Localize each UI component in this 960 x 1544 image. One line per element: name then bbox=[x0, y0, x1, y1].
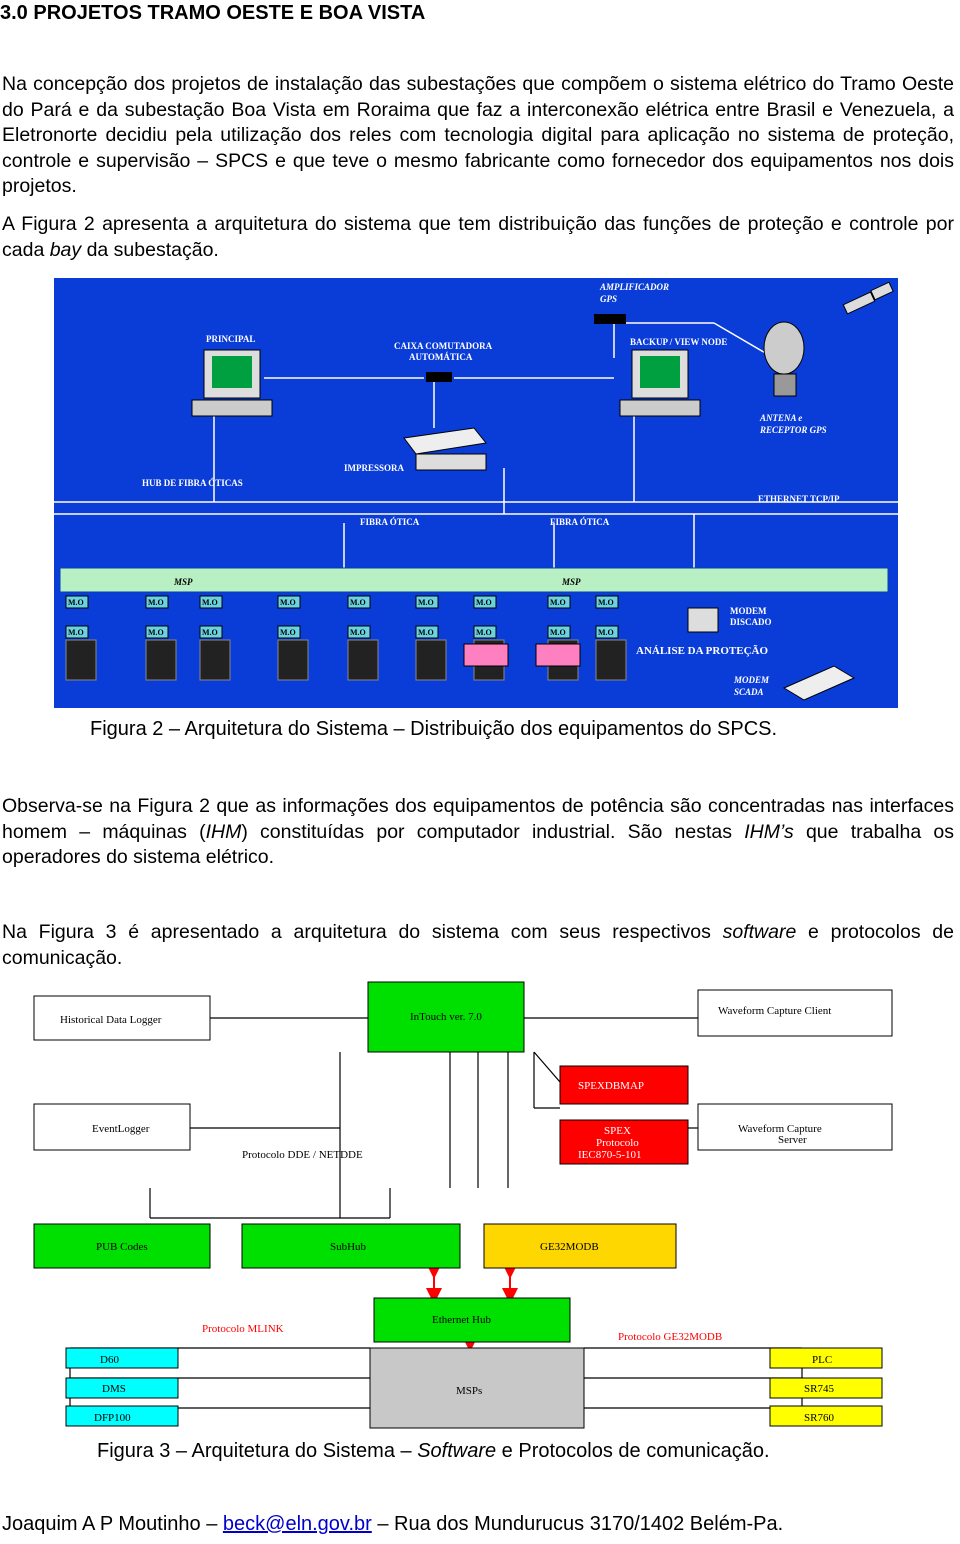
label-caixa-1: CAIXA COMUTADORA bbox=[394, 341, 493, 351]
mo-label: M.O bbox=[598, 598, 614, 607]
d60-label: D60 bbox=[100, 1354, 119, 1366]
mo-label: M.O bbox=[350, 628, 366, 637]
label-caixa-2: AUTOMÁTICA bbox=[409, 352, 473, 362]
label-amplificador: AMPLIFICADOR bbox=[600, 282, 670, 292]
label-ethernet: ETHERNET TCP/IP bbox=[758, 494, 840, 504]
dfp100-label: DFP100 bbox=[94, 1412, 131, 1424]
label-antena-2: RECEPTOR GPS bbox=[760, 425, 827, 435]
d60-box bbox=[66, 1348, 178, 1368]
mo-label: M.O bbox=[68, 628, 84, 637]
mo-label: M.O bbox=[68, 598, 84, 607]
relay-cabinet-icon bbox=[146, 640, 176, 680]
paragraph-figure3-intro: Na Figura 3 é apresentado a arquitetura do sistema com seus respectivos software e protocolos de comunicação. bbox=[2, 921, 954, 969]
label-principal: PRINCIPAL bbox=[206, 334, 256, 344]
relay-cabinet-icon bbox=[278, 640, 308, 680]
paragraph-observa: Observa-se na Figura 2 que as informações dos equipamentos de potência são concentradas nas interfaces homem – máquinas (IHM) constituídas por computador industrial. São nestas IHM’s que trabalha os operadores do sistema elétrico. bbox=[2, 795, 954, 868]
label-backup: BACKUP / VIEW NODE bbox=[630, 337, 728, 347]
relay-cabinet-icon bbox=[200, 640, 230, 680]
label-modem-2: DISCADO bbox=[730, 617, 772, 627]
figure-3-software-diagram bbox=[30, 978, 930, 1438]
protection-device-icon bbox=[536, 644, 580, 666]
protocolo-dde-label: Protocolo DDE / NETDDE bbox=[242, 1149, 363, 1161]
plc-label: PLC bbox=[812, 1354, 833, 1366]
ge32modb-label: GE32MODB bbox=[540, 1241, 599, 1253]
relay-cabinet-icon bbox=[66, 640, 96, 680]
waveform-client-label: Waveform Capture Client bbox=[718, 1005, 832, 1017]
historical-label: Historical Data Logger bbox=[60, 1014, 162, 1026]
backup-computer-icon bbox=[620, 350, 700, 416]
section-heading: 3.0 PROJETOS TRAMO OESTE E BOA VISTA bbox=[0, 2, 426, 24]
mo-label: M.O bbox=[476, 598, 492, 607]
principal-computer-icon bbox=[192, 350, 272, 416]
mo-label: M.O bbox=[418, 598, 434, 607]
mo-label: M.O bbox=[350, 598, 366, 607]
mo-label: M.O bbox=[148, 598, 164, 607]
ethernet-hub-label: Ethernet Hub bbox=[432, 1314, 491, 1326]
mo-label: M.O bbox=[202, 598, 218, 607]
relay-cabinet-icon bbox=[348, 640, 378, 680]
mo-label: M.O bbox=[550, 628, 566, 637]
sr760-label: SR760 bbox=[804, 1412, 834, 1424]
figure-2-architecture-diagram bbox=[54, 278, 898, 708]
label-analise: ANÁLISE DA PROTEÇÃO bbox=[636, 645, 769, 657]
mo-label: M.O bbox=[598, 628, 614, 637]
label-fibra-1: FIBRA ÓTICA bbox=[360, 517, 420, 527]
paragraph-figure2-intro: A Figura 2 apresenta a arquitetura do sistema que tem distribuição das funções de proteção e controle por cada bay da subestação. bbox=[2, 213, 954, 261]
spexdbmap-label: SPEXDBMAP bbox=[578, 1080, 645, 1092]
figure-2-caption: Figura 2 – Arquitetura do Sistema – Distribuição dos equipamentos do SPCS. bbox=[90, 718, 778, 740]
relay-cabinet-icon bbox=[416, 640, 446, 680]
paragraph-intro: Na concepção dos projetos de instalação das subestações que compõem o sistema elétrico do Tramo Oeste do Pará e da subestação Boa Vista em Roraima que faz a interconexão elétrica entre Brasil e Venezuela, a Eletronorte decidiu pela utilização dos reles com tecnologia digital para aplicação no sistema de proteção, controle e supervisão – SPCS e que teve o mesmo fabricante como fornecedor dos equipamentos nos dois projetos. bbox=[2, 73, 954, 197]
protocolo-mlink-label: Protocolo MLINK bbox=[202, 1323, 284, 1335]
mo-label: M.O bbox=[418, 628, 434, 637]
label-msp-2: MSP bbox=[562, 577, 581, 587]
protocolo-ge32-label: Protocolo GE32MODB bbox=[618, 1331, 723, 1343]
gps-amplifier-icon bbox=[594, 314, 626, 324]
mo-label: M.O bbox=[476, 628, 492, 637]
label-fibra-2: FIBRA ÓTICA bbox=[550, 517, 610, 527]
label-scada-2: SCADA bbox=[734, 687, 764, 697]
msps-label: MSPs bbox=[456, 1385, 483, 1397]
spex-label-1: SPEX bbox=[604, 1125, 631, 1137]
intouch-label: InTouch ver. 7.0 bbox=[410, 1011, 482, 1023]
label-modem-1: MODEM bbox=[730, 606, 767, 616]
switch-box-icon bbox=[426, 372, 452, 382]
waveform-server-label-2: Server bbox=[778, 1134, 807, 1146]
figure-3-caption: Figura 3 – Arquitetura do Sistema – Software e Protocolos de comunicação. bbox=[97, 1440, 770, 1462]
spex-label-3: IEC870-5-101 bbox=[578, 1149, 642, 1161]
subhub-label: SubHub bbox=[330, 1241, 367, 1253]
relay-cabinet-icon bbox=[596, 640, 626, 680]
label-impressora: IMPRESSORA bbox=[344, 463, 405, 473]
protection-device-icon bbox=[464, 644, 508, 666]
label-scada-1: MODEM bbox=[734, 675, 770, 685]
pubcodes-label: PUB Codes bbox=[96, 1241, 148, 1253]
waveform-server-label-1: Waveform Capture bbox=[738, 1123, 822, 1135]
label-msp-1: MSP bbox=[174, 577, 193, 587]
mo-label: M.O bbox=[280, 628, 296, 637]
email-link[interactable]: beck@eln.gov.br bbox=[222, 1513, 372, 1535]
label-gps: GPS bbox=[600, 294, 618, 304]
mo-label: M.O bbox=[202, 628, 218, 637]
footer: Joaquim A P Moutinho – beck@eln.gov.br – Rua dos Mundurucus 3170/1402 Belém-Pa. bbox=[2, 1513, 784, 1535]
mo-label: M.O bbox=[148, 628, 164, 637]
mo-label: M.O bbox=[280, 598, 296, 607]
sr745-label: SR745 bbox=[804, 1383, 834, 1395]
label-hub: HUB DE FIBRA ÓTICAS bbox=[142, 478, 243, 488]
label-antena-1: ANTENA e bbox=[760, 413, 803, 423]
mo-label: M.O bbox=[550, 598, 566, 607]
dms-label: DMS bbox=[102, 1383, 126, 1395]
eventlogger-label: EventLogger bbox=[92, 1123, 150, 1135]
spex-label-2: Protocolo bbox=[596, 1137, 639, 1149]
telephone-icon bbox=[688, 608, 718, 632]
